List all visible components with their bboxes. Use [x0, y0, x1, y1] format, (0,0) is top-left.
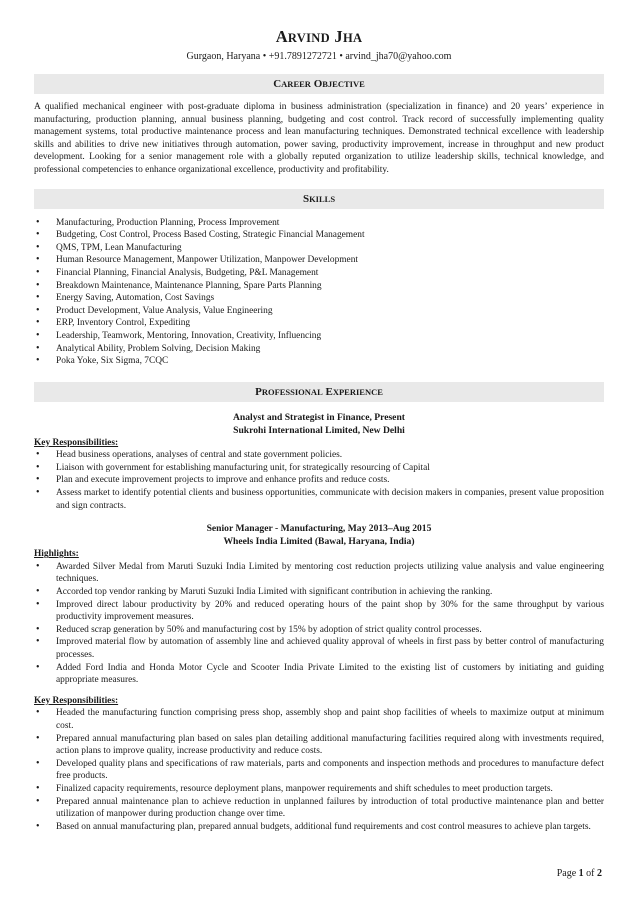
skill-item: • QMS, TPM, Lean Manufacturing	[34, 242, 604, 255]
skill-item: • Human Resource Management, Manpower Utilization, Manpower Development	[34, 254, 604, 267]
skill-item: • Product Development, Value Analysis, Value Engineering	[34, 305, 604, 318]
job-2-responsibilities-label: Key Responsibilities:	[34, 695, 119, 706]
job-2-responsibilities-item: • Prepared annual maintenance plan to achieve reduction in unplanned failures by introduction of total productive maintenance plan and better utilization of manpower during production change over time.	[34, 796, 604, 821]
job-2-highlights-item: • Awarded Silver Medal from Maruti Suzuki India Limited by mentoring cost reduction projects utilizing value analysis and value engineering techniques.	[34, 561, 604, 586]
job-2-responsibilities-item: • Based on annual manufacturing plan, prepared annual budgets, additional fund requirements and cost control measures to achieve plan targets.	[34, 821, 604, 834]
skills-heading: SKILLS	[34, 189, 604, 209]
job-2-responsibilities-item: • Headed the manufacturing function comprising press shop, assembly shop and paint shop facilities of wheels to maximize output at minimum cost.	[34, 707, 604, 732]
contact-line: Gurgaon, Haryana • +91.7891272721 • arvind_jha70@yahoo.com	[186, 51, 452, 62]
job-1-responsibilities-item: • Head business operations, analyses of central and state government policies.	[34, 449, 604, 462]
skill-item: • Analytical Ability, Problem Solving, Decision Making	[34, 343, 604, 356]
job-2-responsibilities-item: • Finalized capacity requirements, resource deployment plans, manpower requirements and shift schedules to meet production targets.	[34, 783, 604, 796]
resume-page	[34, 0, 604, 833]
job-2-responsibilities-item: • Prepared annual manufacturing plan based on sales plan detailing additional manufacturing facilities required along with investments required, action plans to improve quality, increase productivity and reduce costs.	[34, 733, 604, 758]
skill-item: • Manufacturing, Production Planning, Process Improvement	[34, 217, 604, 230]
skill-item: • Energy Saving, Automation, Cost Savings	[34, 292, 604, 305]
job-2-responsibilities	[34, 707, 604, 833]
job-2-highlights-label: Highlights:	[34, 549, 79, 560]
job-2	[34, 522, 604, 833]
skill-item: • Breakdown Maintenance, Maintenance Planning, Spare Parts Planning	[34, 280, 604, 293]
job-1-responsibilities-item: • Liaison with government for establishing manufacturing unit, for strategically resourcing of Capital	[34, 462, 604, 475]
job-1-responsibilities-item: • Plan and execute improvement projects to improve and enhance profits and reduce costs.	[34, 474, 604, 487]
skills-list	[34, 217, 604, 368]
job-2-highlights-item: • Accorded top vendor ranking by Maruti Suzuki India Limited with significant contribution in achieving the ranking.	[34, 586, 604, 599]
job-2-highlights-item: • Improved direct labour productivity by 20% and reduced operating hours of the paint shop by 30% for the same throughput by various productivity improvement measures.	[34, 599, 604, 624]
job-2-highlights-item: • Improved material flow by automation of assembly line and achieved quality approval of wheels in first pass by better control of manufacturing processes.	[34, 636, 604, 661]
skill-item: • ERP, Inventory Control, Expediting	[34, 317, 604, 330]
job-2-responsibilities-item: • Developed quality plans and specifications of raw materials, parts and components and inspection methods and procedures to manufacture defect free products.	[34, 758, 604, 783]
skill-item: • Budgeting, Cost Control, Process Based Costing, Strategic Financial Management	[34, 229, 604, 242]
job-2-highlights-item: • Added Ford India and Honda Motor Cycle and Scooter India Private Limited to the existing list of customers by initiating and guiding appropriate measures.	[34, 662, 604, 687]
job-2-highlights-item: • Reduced scrap generation by 50% and manufacturing cost by 15% by adoption of strict quality control processes.	[34, 624, 604, 637]
career-objective-heading: CAREER OBJECTIVE	[34, 74, 604, 94]
skill-item: • Leadership, Teamwork, Mentoring, Innovation, Creativity, Influencing	[34, 330, 604, 343]
career-objective-text: A qualified mechanical engineer with post-graduate diploma in business administration (specialization in finance) and 20 years’ experience in manufacturing, production planning, annual business planning, budgeting and cost control. Track record of successfully implementing quality management systems, total productive maintenance process and lean manufacturing techniques. Demonstrated technical excellence with leadership skills and abilities to drive new initiatives through automation, power saving, productivity improvement, increase in throughput and new product development. Looking for a senior management role with a globally reputed organization to utilize leadership skills, technical knowledge, and professional competencies to enhance organizational excellence, productivity and profitability.	[34, 102, 604, 175]
page-number: Page 1 of 2	[556, 868, 602, 879]
job-1-responsibilities-label: Key Responsibilities:	[34, 437, 119, 448]
skill-item: • Poka Yoke, Six Sigma, 7CQC	[34, 355, 604, 368]
skill-item: • Financial Planning, Financial Analysis, Budgeting, P&L Management	[34, 267, 604, 280]
job-1	[34, 411, 604, 513]
job-1-responsibilities-item: • Assess market to identify potential clients and business opportunities, communicate with decision makers in companies, present value proposition and sign contracts.	[34, 487, 604, 512]
job-2-highlights	[34, 561, 604, 687]
job-1-role: Analyst and Strategist in Finance, Present	[233, 411, 405, 423]
job-1-company: Sukrohi International Limited, New Delhi	[233, 424, 405, 436]
job-2-company: Wheels India Limited (Bawal, Haryana, India)	[223, 536, 415, 548]
candidate-name: ARVIND JHA	[275, 27, 363, 46]
job-2-role: Senior Manager - Manufacturing, May 2013–Aug 2015	[206, 523, 432, 535]
professional-experience-heading: PROFESSIONAL EXPERIENCE	[34, 382, 604, 402]
job-1-responsibilities	[34, 449, 604, 512]
